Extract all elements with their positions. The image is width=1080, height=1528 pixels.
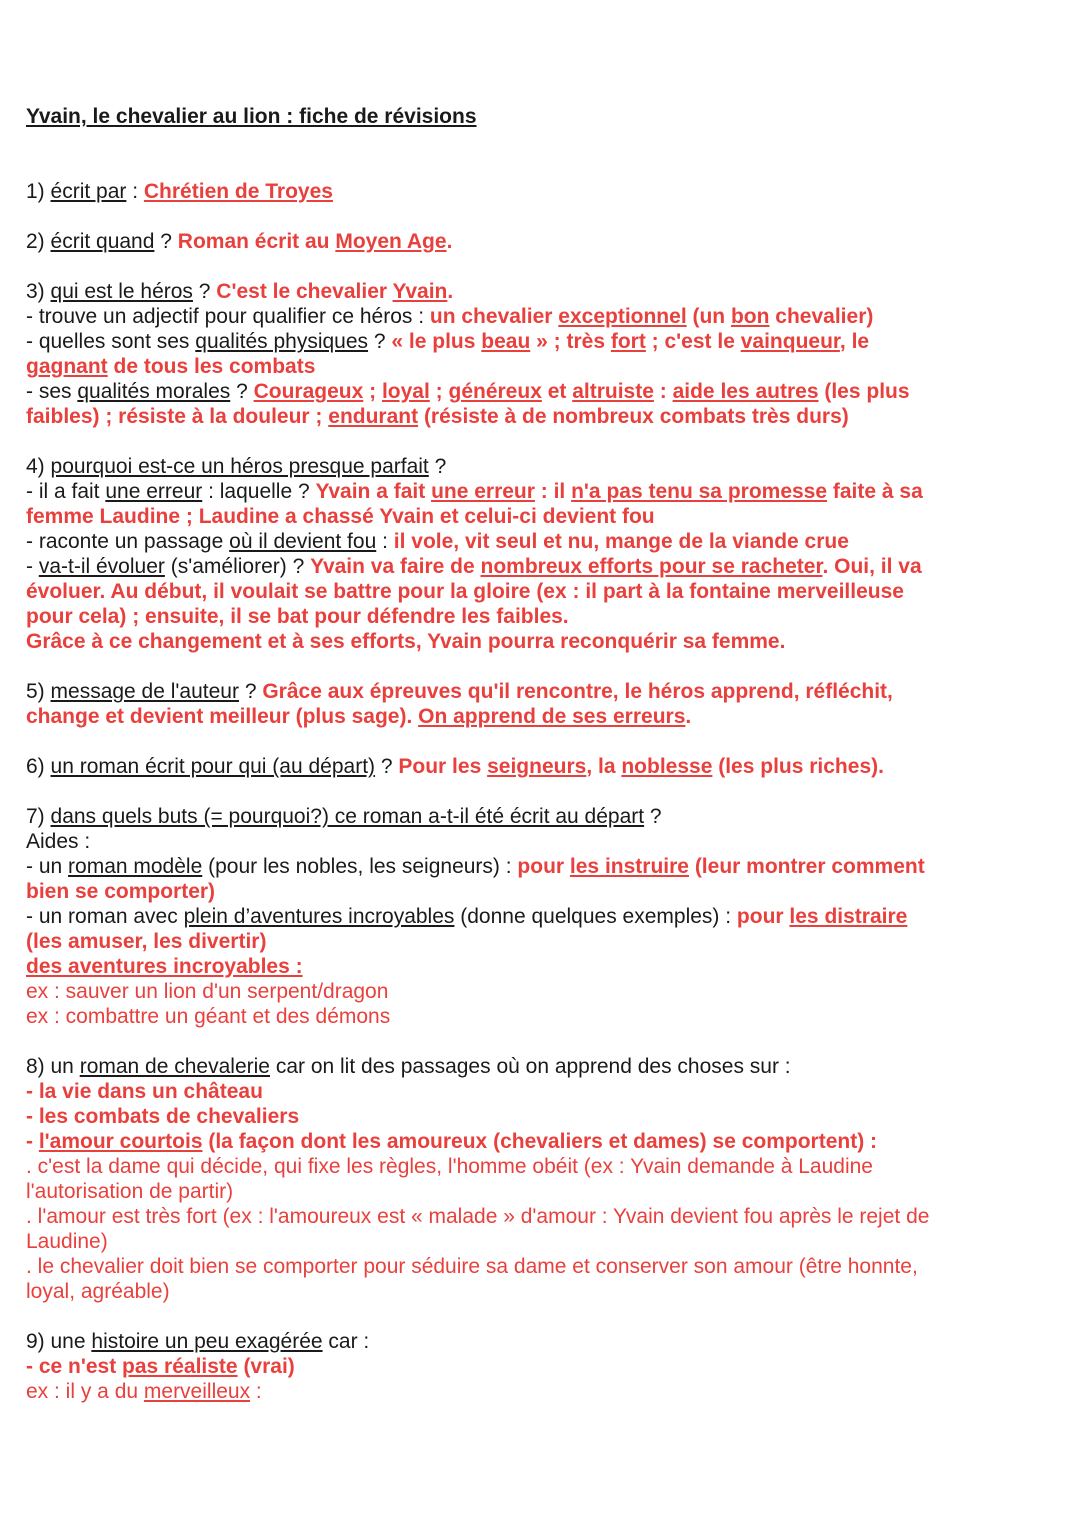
text-run: chevalier) [769, 305, 874, 328]
text-run: : il [534, 480, 572, 503]
text-run: où il devient fou [229, 530, 377, 553]
text-run: les instruire [569, 855, 689, 878]
text-line [26, 529, 1036, 554]
text-run: : [250, 1380, 262, 1403]
text-run: ex : combattre un géant et des démons [26, 1005, 391, 1028]
text-line [26, 504, 1036, 529]
text-run: qui est le héros [50, 280, 193, 303]
text-line [26, 604, 1036, 629]
text-line [26, 354, 1036, 379]
text-run: de tous les combats [107, 355, 316, 378]
text-line [26, 1204, 1036, 1229]
text-line [26, 979, 1036, 1004]
text-run: bon [730, 305, 770, 328]
text-run: car on lit des passages où on apprend des choses sur : [269, 1055, 791, 1078]
page-title: Yvain, le chevalier au lion : fiche de révisions [26, 105, 477, 128]
text-line [26, 179, 1036, 204]
text-run: merveilleux [143, 1380, 251, 1403]
text-run: plein d’aventures incroyables [183, 905, 455, 928]
text-run: - trouve un adjectif pour qualifier ce héros : [26, 305, 430, 328]
text-run: Yvain a fait [315, 480, 432, 503]
text-run: Yvain va faire de [310, 555, 481, 578]
text-run: 4) [26, 455, 51, 478]
text-run: 9) une [26, 1330, 92, 1353]
section-3 [26, 279, 1036, 429]
text-run: faite à sa [827, 480, 923, 503]
text-run: : [376, 530, 394, 553]
text-run: roman modèle [68, 855, 203, 878]
text-run: . [685, 705, 692, 728]
text-run: car : [322, 1330, 370, 1353]
text-run: ; [363, 380, 382, 403]
text-run: roman de chevalerie [79, 1055, 270, 1078]
text-run: faibles) ; résiste à la douleur ; [26, 405, 329, 428]
text-run: : [126, 180, 144, 203]
text-run: . c'est la dame qui décide, qui fixe les règles, l'homme obéit (ex : Yvain demande à Laudine [26, 1155, 873, 1178]
text-run: - [26, 1130, 39, 1153]
text-line [26, 579, 1036, 604]
text-run: endurant [328, 405, 419, 428]
text-run: Pour les [398, 755, 488, 778]
text-run: 6) [26, 755, 51, 778]
section-8 [26, 1054, 1036, 1304]
text-run: ? [368, 330, 392, 353]
text-run: Yvain [392, 280, 448, 303]
text-run: Grâce à ce changement et à ses efforts, Yvain pourra reconquérir sa femme. [26, 630, 786, 653]
text-line [26, 304, 1036, 329]
text-run: - ses [26, 380, 78, 403]
text-run: 2) [26, 230, 51, 253]
text-run: dans quels buts (= pourquoi?) ce roman a-t-il été écrit au départ [50, 805, 645, 828]
text-run: ? [192, 280, 217, 303]
text-line [26, 679, 1036, 704]
text-run: exceptionnel [558, 305, 687, 328]
text-run: On apprend de ses erreurs [418, 705, 686, 728]
text-run: beau [481, 330, 531, 353]
text-run: , la [586, 755, 622, 778]
text-run: une erreur [105, 480, 203, 503]
text-run: et [541, 380, 573, 403]
text-run: pas réaliste [122, 1355, 238, 1378]
text-run: qualités morales [77, 380, 231, 403]
text-run: ? [644, 805, 662, 828]
text-run: vainqueur [740, 330, 840, 353]
text-run: 7) [26, 805, 51, 828]
text-line [26, 379, 1036, 404]
text-run: (vrai) [237, 1355, 295, 1378]
text-run: évoluer. Au début, il voulait se battre pour la gloire (ex : il part à la fontaine merveilleuse [26, 580, 904, 603]
text-line [26, 879, 1036, 904]
text-run: : laquelle ? [202, 480, 316, 503]
text-run: Aides : [26, 830, 91, 853]
text-line [26, 929, 1036, 954]
text-run: message de l'auteur [50, 680, 239, 703]
text-line [26, 1329, 1036, 1354]
text-run: (s'améliorer) ? [164, 555, 311, 578]
text-run: écrit par [50, 180, 127, 203]
section-2 [26, 229, 1036, 254]
text-run: - la vie dans un château [26, 1080, 263, 1103]
text-line [26, 1054, 1036, 1079]
text-run: Moyen Age [335, 230, 447, 253]
text-run: ; c'est le [645, 330, 741, 353]
text-run: une erreur [431, 480, 535, 503]
text-run: C'est le chevalier [216, 280, 393, 303]
text-run: 5) [26, 680, 51, 703]
text-line [26, 954, 1036, 979]
text-run: l'amour courtois [38, 1130, 203, 1153]
text-run: l'autorisation de partir) [26, 1180, 234, 1203]
text-run: ex : sauver un lion d'un serpent/dragon [26, 980, 389, 1003]
text-run: bien se comporter) [26, 880, 216, 903]
text-run: - quelles sont ses [26, 330, 196, 353]
text-run: - raconte un passage [26, 530, 230, 553]
section-1 [26, 179, 1036, 204]
text-line [26, 1004, 1036, 1029]
text-run: 8) un [26, 1055, 80, 1078]
text-run: généreux [448, 380, 542, 403]
text-run: loyal [381, 380, 430, 403]
text-line [26, 1179, 1036, 1204]
text-run: ? [154, 230, 178, 253]
text-run: - [26, 555, 39, 578]
text-run: » ; très [530, 330, 611, 353]
text-run: - un roman avec [26, 905, 184, 928]
text-run: ? [375, 755, 399, 778]
text-run: n'a pas tenu sa promesse [571, 480, 828, 503]
text-run: « le plus [391, 330, 482, 353]
text-run: pour cela) ; ensuite, il se bat pour défendre les faibles. [26, 605, 569, 628]
text-line [26, 1354, 1036, 1379]
text-line [26, 454, 1036, 479]
text-run: (la façon dont les amoureux (chevaliers et dames) se comportent) : [202, 1130, 878, 1153]
text-run: ? [238, 680, 263, 703]
text-line [26, 829, 1036, 854]
text-run: . le chevalier doit bien se comporter pour séduire sa dame et conserver son amour (être honnte, [26, 1255, 918, 1278]
text-line [26, 854, 1036, 879]
text-line [26, 1154, 1036, 1179]
text-run: loyal, agréable) [26, 1280, 170, 1303]
text-run: Grâce aux épreuves qu'il rencontre, le héros apprend, réfléchit, [262, 680, 893, 703]
text-run: (les amuser, les divertir) [26, 930, 267, 953]
text-run: Laudine) [26, 1230, 108, 1253]
text-line [26, 804, 1036, 829]
text-run: 1) [26, 180, 51, 203]
text-run: ? [428, 455, 447, 478]
text-run: Chrétien de Troyes [143, 180, 333, 203]
text-run: (un [686, 305, 731, 328]
text-line [26, 754, 1036, 779]
text-run: des aventures incroyables : [26, 955, 303, 978]
text-run: un roman écrit pour qui (au départ) [50, 755, 376, 778]
text-line [26, 904, 1036, 929]
text-line [26, 704, 1036, 729]
text-run: pour [517, 855, 570, 878]
text-run: nombreux efforts pour se racheter [480, 555, 823, 578]
text-line [26, 279, 1036, 304]
text-line [26, 479, 1036, 504]
text-run: aide les autres [672, 380, 819, 403]
text-run: . [447, 280, 454, 303]
text-run: pour [736, 905, 790, 928]
text-line [26, 554, 1036, 579]
text-run: (donne quelques exemples) : [454, 905, 737, 928]
text-run: (les plus [818, 380, 910, 403]
text-run: un chevalier [429, 305, 559, 328]
text-line [26, 1079, 1036, 1104]
text-line [26, 629, 1036, 654]
text-run: - les combats de chevaliers [26, 1105, 300, 1128]
text-run: ex : il y a du [26, 1380, 144, 1403]
text-run: gagnant [26, 355, 108, 378]
text-line [26, 1229, 1036, 1254]
text-run: - un [26, 855, 69, 878]
text-run: noblesse [621, 755, 713, 778]
text-run: ? [230, 380, 254, 403]
text-run: altruiste [572, 380, 654, 403]
text-run: Courageux [253, 380, 364, 403]
text-run: pourquoi est-ce un héros presque parfait [50, 455, 429, 478]
text-run: . [446, 230, 453, 253]
text-run: (leur montrer comment [688, 855, 925, 878]
text-line [26, 329, 1036, 354]
text-run: qualités physiques [195, 330, 369, 353]
text-run: femme Laudine ; Laudine a chassé Yvain et celui-ci devient fou [26, 505, 655, 528]
text-run: va-t-il évoluer [38, 555, 165, 578]
text-run: ; [429, 380, 449, 403]
text-run: les distraire [789, 905, 908, 928]
text-run: . Oui, il va [822, 555, 922, 578]
text-line [26, 404, 1036, 429]
text-run: change et devient meilleur (plus sage). [26, 705, 419, 728]
text-run: fort [610, 330, 646, 353]
text-run: - il a fait [26, 480, 106, 503]
text-run: (résiste à de nombreux combats très durs) [418, 405, 849, 428]
text-run: : [653, 380, 673, 403]
text-line [26, 1254, 1036, 1279]
text-line [26, 1104, 1036, 1129]
text-run: 3) [26, 280, 51, 303]
section-4 [26, 454, 1036, 654]
text-line [26, 1379, 1036, 1404]
text-run: (pour les nobles, les seigneurs) : [202, 855, 518, 878]
section-7 [26, 804, 1036, 1029]
section-6 [26, 754, 1036, 779]
text-line [26, 229, 1036, 254]
text-line [26, 1129, 1036, 1154]
text-run: . l'amour est très fort (ex : l'amoureux est « malade » d'amour : Yvain devient fou après le rejet de [26, 1205, 930, 1228]
section-5 [26, 679, 1036, 729]
text-run: histoire un peu exagérée [91, 1330, 323, 1353]
text-run: (les plus riches). [712, 755, 884, 778]
text-run: - ce n'est [26, 1355, 123, 1378]
text-run: Roman écrit au [177, 230, 336, 253]
section-9 [26, 1329, 1036, 1404]
text-run: , le [839, 330, 870, 353]
text-run: écrit quand [50, 230, 155, 253]
text-line [26, 1279, 1036, 1304]
revision-sheet [26, 104, 1036, 1429]
text-run: seigneurs [487, 755, 587, 778]
text-run: il vole, vit seul et nu, mange de la viande crue [393, 530, 849, 553]
sections-container [26, 179, 1036, 1404]
